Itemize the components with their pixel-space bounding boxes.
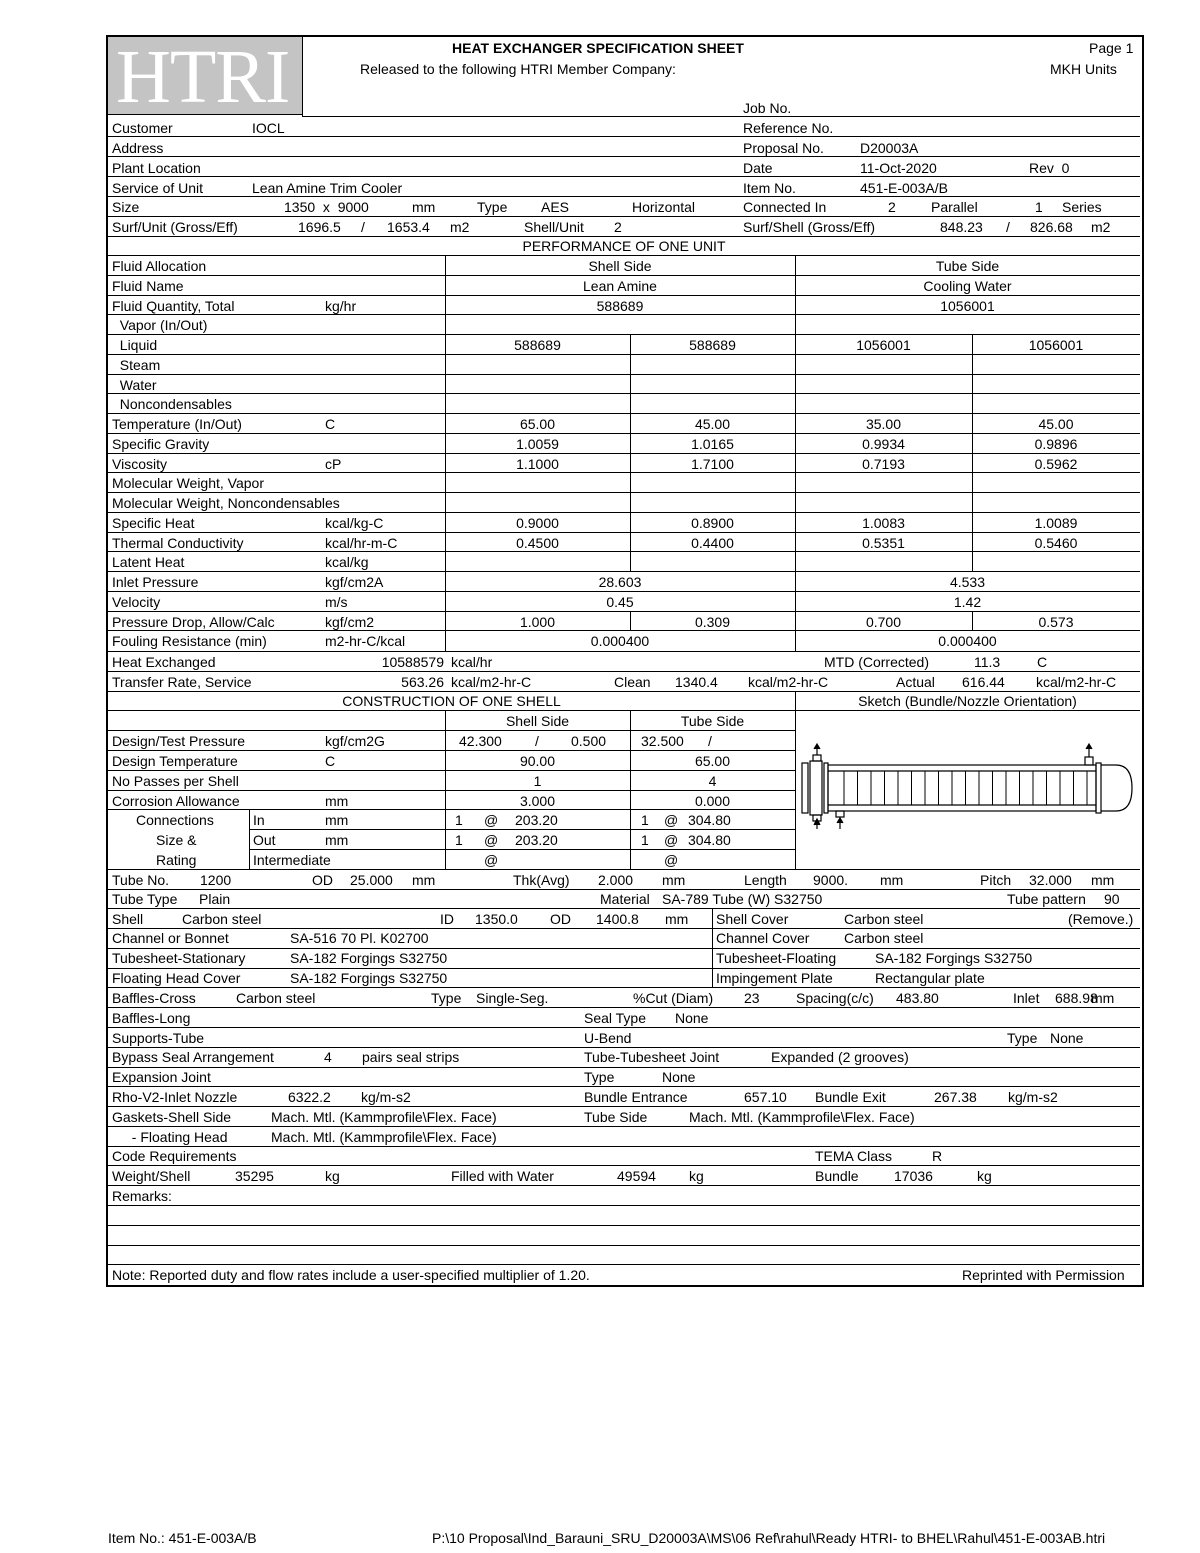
water-weight-unit: kg <box>689 1168 704 1184</box>
shell-out-size: 203.20 <box>515 832 558 848</box>
item-label: Item No. <box>743 180 796 196</box>
tube-pattern-value: 90 <box>1104 891 1120 907</box>
date-value: 11-Oct-2020 <box>860 160 937 176</box>
shell-out-count: 1 <box>455 832 463 848</box>
shell-od-label: OD <box>550 911 571 927</box>
perf-tube-value: Cooling Water <box>923 278 1012 294</box>
shell-in-size: 203.20 <box>515 812 558 828</box>
series-count: 1 <box>1035 199 1043 215</box>
bundle-exit-value: 267.38 <box>934 1089 977 1105</box>
channel-cover-label: Channel Cover <box>716 930 810 946</box>
proposal-label: Proposal No. <box>743 140 824 156</box>
logo-text: HTRI <box>116 35 290 119</box>
transfer-rate-service: 563.26 <box>401 674 444 690</box>
tube-type-label: Tube Type <box>112 891 178 907</box>
bundle-weight-unit: kg <box>977 1168 992 1184</box>
bundle-entrance-value: 657.10 <box>744 1089 787 1105</box>
perf-tube-in: 0.7193 <box>862 456 905 472</box>
passes-shell: 1 <box>533 773 542 789</box>
perf-tube-out: 0.5460 <box>1034 535 1078 551</box>
seal-type-label: Seal Type <box>584 1010 647 1026</box>
actual-unit: kcal/m2-hr-C <box>1036 674 1117 690</box>
design-pressure-slash: / <box>535 733 539 749</box>
mtd-unit: C <box>1037 654 1048 670</box>
perf-tube-out: 0.573 <box>1038 614 1074 630</box>
shell-cover-note: (Remove.) <box>1068 911 1134 927</box>
perf-shell-value: 0.000400 <box>590 633 650 649</box>
perf-row-label: Velocity <box>112 594 161 610</box>
expansion-joint-label: Expansion Joint <box>112 1069 211 1085</box>
test-pressure-shell: 0.500 <box>571 733 607 749</box>
shell-intermediate-at: @ <box>484 852 499 868</box>
perf-tube-value: 1.42 <box>953 594 982 610</box>
perf-row-label: Inlet Pressure <box>112 574 199 590</box>
baffles-spacing-value: 483.80 <box>896 990 939 1006</box>
corrosion-unit: mm <box>325 793 349 809</box>
tube-no-label: Tube No. <box>112 872 170 888</box>
perf-row-unit: kcal/kg-C <box>325 515 384 531</box>
perf-tube-value: 1056001 <box>940 298 995 314</box>
surf-unit-gross: 1696.5 <box>298 219 341 235</box>
nozzle-in-label: In <box>253 812 265 828</box>
tube-out-at: @ <box>664 832 679 848</box>
tube-material-value: SA-789 Tube (W) S32750 <box>662 891 823 907</box>
perf-row-label: Noncondensables <box>112 396 232 412</box>
perf-row-label: Water <box>112 377 157 393</box>
member-company-label: Released to the following HTRI Member Company: <box>360 61 676 77</box>
u-bend-label: U-Bend <box>584 1030 632 1046</box>
shell-body <box>828 765 1096 811</box>
perf-row-unit: kgf/cm2A <box>325 574 384 590</box>
surf-shell-eff: 826.68 <box>1030 219 1073 235</box>
supports-type-value: None <box>1050 1030 1084 1046</box>
baffles-cut-value: 23 <box>744 990 760 1006</box>
floating-head-label: Floating Head Cover <box>112 970 241 986</box>
design-pressure-tube: 32.500 <box>641 733 684 749</box>
note-text: Note: Reported duty and flow rates include a user-specified multiplier of 1.20. <box>112 1267 590 1283</box>
impingement-value: Rectangular plate <box>875 970 985 986</box>
perf-row-label: Thermal Conductivity <box>112 535 244 551</box>
perf-row-label: Fluid Allocation <box>112 258 207 274</box>
gaskets-tube-label: Tube Side <box>584 1109 648 1125</box>
shell-unit-value: 2 <box>614 219 622 235</box>
perf-shell-out: 588689 <box>689 337 736 353</box>
tube-inlet-nozzle <box>813 755 821 761</box>
perf-shell-value: Shell Side <box>588 258 652 274</box>
perf-shell-value: Lean Amine <box>583 278 657 294</box>
tube-in-size: 304.80 <box>688 812 731 828</box>
revision-value: Rev 0 <box>1029 160 1070 176</box>
surf-unit-slash: / <box>361 219 365 235</box>
shell-inlet-nozzle <box>1085 757 1093 765</box>
tube-pitch-label: Pitch <box>980 872 1012 888</box>
surf-shell-unit: m2 <box>1091 219 1111 235</box>
actual-label: Actual <box>896 674 935 690</box>
rating-label: Rating <box>156 852 197 868</box>
tube-length-label: Length <box>744 872 787 888</box>
channel-cover-material: Carbon steel <box>844 930 924 946</box>
perf-row-label: Fluid Quantity, Total <box>112 298 235 314</box>
service-value: Lean Amine Trim Cooler <box>252 180 403 196</box>
design-pressure-shell: 42.300 <box>459 733 502 749</box>
baffles-type-label: Type <box>431 990 462 1006</box>
proposal-value: D20003A <box>860 140 919 156</box>
perf-shell-in: 65.00 <box>519 416 556 432</box>
sketch-title: Sketch (Bundle/Nozzle Orientation) <box>858 693 1077 709</box>
perf-tube-out: 0.5962 <box>1034 456 1078 472</box>
perf-row-label: Latent Heat <box>112 554 185 570</box>
construction-tube-side: Tube Side <box>680 713 745 729</box>
channel-head <box>810 761 822 815</box>
rhov2-inlet-value: 6322.2 <box>288 1089 331 1105</box>
item-value: 451-E-003A/B <box>860 180 948 196</box>
connected-label: Connected In <box>743 199 827 215</box>
tube-od-unit: mm <box>412 872 436 888</box>
perf-row-unit: m/s <box>325 594 348 610</box>
design-temp-label: Design Temperature <box>112 753 238 769</box>
perf-row-label: Steam <box>112 357 161 373</box>
passes-label: No Passes per Shell <box>112 773 239 789</box>
parallel-count: 2 <box>888 199 896 215</box>
perf-row-label: Temperature (In/Out) <box>112 416 242 432</box>
bundle-weight-label: Bundle <box>815 1168 859 1184</box>
channel-material: SA-516 70 Pl. K02700 <box>290 930 429 946</box>
size-unit: mm <box>412 199 436 215</box>
tubesheet-stationary-label: Tubesheet-Stationary <box>112 950 246 966</box>
nozzle-out-label: Out <box>253 832 276 848</box>
perf-shell-in: 1.1000 <box>516 456 559 472</box>
parallel-label: Parallel <box>931 199 978 215</box>
perf-row-unit: m2-hr-C/kcal <box>325 633 406 649</box>
reprint-permission: Reprinted with Permission <box>962 1267 1125 1283</box>
perf-tube-in: 0.700 <box>865 614 902 630</box>
supports-type-label: Type <box>1007 1030 1038 1046</box>
perf-shell-in: 1.000 <box>519 614 556 630</box>
perf-row-unit: kcal/kg <box>325 554 369 570</box>
design-pressure-label: Design/Test Pressure <box>112 733 246 749</box>
seal-type-value: None <box>675 1010 709 1026</box>
series-label: Series <box>1062 199 1102 215</box>
gaskets-shell-value: Mach. Mtl. (Kammprofile\Flex. Face) <box>271 1109 497 1125</box>
tube-thk-value: 2.000 <box>598 872 634 888</box>
baffles-spacing-label: Spacing(c/c) <box>796 990 874 1006</box>
corrosion-shell: 3.000 <box>519 793 556 809</box>
weight-shell-unit: kg <box>325 1168 340 1184</box>
tube-length-value: 9000. <box>813 872 849 888</box>
corrosion-tube: 0.000 <box>694 793 731 809</box>
tubesheet-floating-label: Tubesheet-Floating <box>716 950 837 966</box>
design-temp-shell: 90.00 <box>519 753 556 769</box>
perf-row-label: Liquid <box>112 337 158 353</box>
perf-shell-in: 0.9000 <box>516 515 559 531</box>
construction-title: CONSTRUCTION OF ONE SHELL <box>342 693 561 709</box>
perf-shell-out: 0.309 <box>694 614 731 630</box>
perf-tube-out: 45.00 <box>1038 416 1074 432</box>
bundle-exit-label: Bundle Exit <box>815 1089 886 1105</box>
surf-shell-label: Surf/Shell (Gross/Eff) <box>743 219 876 235</box>
perf-shell-out: 0.4400 <box>691 535 734 551</box>
perf-row-label: Pressure Drop, Allow/Calc <box>112 614 275 630</box>
shell-in-at: @ <box>484 812 499 828</box>
job-no-label: Job No. <box>743 100 792 116</box>
footer-item: Item No.: 451-E-003A/B <box>108 1530 257 1546</box>
tube-in-at: @ <box>664 812 679 828</box>
footer-file-path: P:\10 Proposal\Ind_Barauni_SRU_D20003A\MS\06 Ref\rahul\Ready HTRI- to BHEL\Rahul\451-E-003AB.htri <box>432 1530 1106 1546</box>
surf-unit-label: Surf/Unit (Gross/Eff) <box>112 219 238 235</box>
tube-no-value: 1200 <box>200 872 232 888</box>
service-label: Service of Unit <box>112 180 204 196</box>
perf-row-label: Specific Gravity <box>112 436 210 452</box>
connections-label: Connections <box>136 812 214 828</box>
rhov2-unit: kg/m-s2 <box>361 1089 411 1105</box>
perf-tube-in: 1.0083 <box>862 515 905 531</box>
water-weight-label: Filled with Water <box>451 1168 554 1184</box>
supports-tube-label: Supports-Tube <box>112 1030 205 1046</box>
perf-row-unit: kcal/hr-m-C <box>325 535 398 551</box>
weight-label: Weight/Shell <box>112 1168 191 1184</box>
tube-od-value: 25.000 <box>350 872 393 888</box>
heat-exchanged-value: 10588579 <box>381 654 444 670</box>
tube-joint-value: Expanded (2 grooves) <box>771 1049 909 1065</box>
perf-row-unit: C <box>325 416 336 432</box>
rhov2-label: Rho-V2-Inlet Nozzle <box>112 1089 238 1105</box>
perf-row-unit: cP <box>325 456 342 472</box>
perf-tube-in: 0.9934 <box>862 436 905 452</box>
gaskets-tube-value: Mach. Mtl. (Kammprofile\Flex. Face) <box>689 1109 915 1125</box>
perf-row-label: Specific Heat <box>112 515 195 531</box>
tube-joint-label: Tube-Tubesheet Joint <box>584 1049 720 1065</box>
weight-shell-value: 35295 <box>235 1168 274 1184</box>
shell-label: Shell <box>112 911 144 927</box>
customer-label: Customer <box>112 120 173 136</box>
customer-value: IOCL <box>252 120 285 136</box>
nozzle-in-unit: mm <box>325 812 349 828</box>
perf-tube-value: Tube Side <box>935 258 1000 274</box>
shell-cover-material: Carbon steel <box>844 911 924 927</box>
code-requirements-label: Code Requirements <box>112 1148 237 1164</box>
gaskets-floating-label: - Floating Head <box>124 1129 228 1145</box>
bundle-exit-unit: kg/m-s2 <box>1008 1089 1058 1105</box>
heat-exchanged-label: Heat Exchanged <box>112 654 216 670</box>
baffles-long-label: Baffles-Long <box>112 1010 191 1026</box>
tube-thk-label: Thk(Avg) <box>513 872 570 888</box>
perf-shell-out: 1.0165 <box>691 436 734 452</box>
perf-shell-value: 0.45 <box>606 594 634 610</box>
surf-unit-unit: m2 <box>450 219 470 235</box>
rear-flange <box>1096 763 1101 813</box>
tubesheet-floating-material: SA-182 Forgings S32750 <box>875 950 1033 966</box>
shell-od-value: 1400.8 <box>596 911 639 927</box>
tube-intermediate-at: @ <box>664 852 679 868</box>
perf-tube-out: 1056001 <box>1028 337 1084 353</box>
transfer-rate-unit: kcal/m2-hr-C <box>451 674 532 690</box>
perf-tube-value: 4.533 <box>949 574 986 590</box>
perf-shell-in: 588689 <box>514 337 561 353</box>
passes-tube: 4 <box>708 773 717 789</box>
construction-shell-side: Shell Side <box>505 713 570 729</box>
shell-in-count: 1 <box>455 812 463 828</box>
perf-tube-in: 0.5351 <box>862 535 905 551</box>
baffles-inlet-label: Inlet <box>1013 990 1040 1006</box>
clean-label: Clean <box>614 674 651 690</box>
orientation-value: Horizontal <box>632 199 696 215</box>
design-pressure-tube-slash: / <box>708 733 712 749</box>
perf-shell-value: 588689 <box>596 298 644 314</box>
bundle-weight-value: 17036 <box>894 1168 933 1184</box>
perf-row-unit: kgf/cm2 <box>325 614 375 630</box>
gaskets-floating-value: Mach. Mtl. (Kammprofile\Flex. Face) <box>271 1129 497 1145</box>
surf-shell-gross: 848.23 <box>940 219 983 235</box>
clean-value: 1340.4 <box>675 674 718 690</box>
nozzle-intermediate-label: Intermediate <box>253 852 331 868</box>
mtd-value: 11.3 <box>974 654 1001 670</box>
bypass-seal-value: 4 <box>324 1049 332 1065</box>
mtd-label: MTD (Corrected) <box>824 654 930 670</box>
perf-tube-value: 0.000400 <box>938 633 997 649</box>
floating-head-cover <box>1101 765 1132 811</box>
baffles-cross-material: Carbon steel <box>236 990 316 1006</box>
perf-shell-in: 1.0059 <box>516 436 559 452</box>
perf-shell-out: 45.00 <box>694 416 731 432</box>
perf-row-label: Fouling Resistance (min) <box>112 633 267 649</box>
gaskets-shell-label: Gaskets-Shell Side <box>112 1109 232 1125</box>
shell-dim-unit: mm <box>665 911 689 927</box>
bundle-entrance-label: Bundle Entrance <box>584 1089 688 1105</box>
tube-type-value: Plain <box>199 891 231 907</box>
date-label: Date <box>743 160 773 176</box>
type-label: Type <box>477 199 508 215</box>
surf-shell-slash: / <box>1006 219 1010 235</box>
nozzle-out-unit: mm <box>325 832 349 848</box>
tube-thk-unit: mm <box>662 872 686 888</box>
water-weight-value: 49594 <box>617 1168 656 1184</box>
size-and-label: Size & <box>156 832 197 848</box>
perf-shell-out: 0.8900 <box>691 515 734 531</box>
actual-value: 616.44 <box>962 674 1005 690</box>
tube-in-count: 1 <box>641 812 649 828</box>
page-number: Page 1 <box>1089 40 1134 56</box>
perf-row-label: Viscosity <box>112 456 167 472</box>
design-pressure-unit: kgf/cm2G <box>325 733 385 749</box>
perf-row-label: Fluid Name <box>112 278 184 294</box>
sheet-title: HEAT EXCHANGER SPECIFICATION SHEET <box>452 40 744 56</box>
perf-row-label: Vapor (In/Out) <box>112 317 208 333</box>
channel-flange-left <box>802 763 808 813</box>
perf-tube-in: 35.00 <box>865 416 902 432</box>
tube-pitch-value: 32.000 <box>1029 872 1072 888</box>
transfer-rate-label: Transfer Rate, Service <box>112 674 252 690</box>
corrosion-label: Corrosion Allowance <box>112 793 240 809</box>
performance-title: PERFORMANCE OF ONE UNIT <box>522 238 726 254</box>
shell-id-label: ID <box>440 911 454 927</box>
size-label: Size <box>112 199 140 215</box>
tema-class-label: TEMA Class <box>815 1148 893 1164</box>
expansion-type-label: Type <box>584 1069 615 1085</box>
baffles-inlet-unit: mm <box>1091 990 1115 1006</box>
tubesheet-stationary-material: SA-182 Forgings S32750 <box>290 950 448 966</box>
remarks-label: Remarks: <box>112 1188 172 1204</box>
baffles-inlet-value: 688.98 <box>1055 990 1098 1006</box>
baffles-cross-label: Baffles-Cross <box>112 990 196 1006</box>
perf-tube-in: 1056001 <box>856 337 911 353</box>
perf-row-unit: kg/hr <box>325 298 357 314</box>
size-value: 1350 x 9000 <box>284 199 369 215</box>
shell-unit-label: Shell/Unit <box>524 219 584 235</box>
tube-out-size: 304.80 <box>688 832 731 848</box>
design-temp-tube: 65.00 <box>694 753 731 769</box>
design-temp-unit: C <box>325 753 336 769</box>
perf-row-label: Molecular Weight, Vapor <box>112 475 264 491</box>
perf-tube-out: 0.9896 <box>1034 436 1078 452</box>
shell-outlet-nozzle <box>836 811 844 817</box>
perf-row-label: Molecular Weight, Noncondensables <box>112 495 340 511</box>
units-label: MKH Units <box>1050 61 1117 77</box>
baffles-cut-label: %Cut (Diam) <box>633 990 714 1006</box>
tube-pattern-label: Tube pattern <box>1007 891 1086 907</box>
tube-pitch-unit: mm <box>1091 872 1115 888</box>
heat-exchanged-unit: kcal/hr <box>451 654 493 670</box>
baffles-type-value: Single-Seg. <box>476 990 549 1006</box>
type-value: AES <box>541 199 570 215</box>
shell-material: Carbon steel <box>182 911 262 927</box>
shell-out-at: @ <box>484 832 499 848</box>
shell-cover-label: Shell Cover <box>716 911 789 927</box>
tema-class-value: R <box>932 1148 943 1164</box>
tube-material-label: Material <box>600 891 650 907</box>
perf-shell-value: 28.603 <box>598 574 642 590</box>
bundle-sketch <box>798 741 1138 831</box>
perf-tube-out: 1.0089 <box>1034 515 1078 531</box>
clean-unit: kcal/m2-hr-C <box>748 674 829 690</box>
perf-shell-in: 0.4500 <box>516 535 559 551</box>
bypass-seal-unit: pairs seal strips <box>362 1049 460 1065</box>
impingement-label: Impingement Plate <box>716 970 833 986</box>
surf-unit-eff: 1653.4 <box>387 219 430 235</box>
tube-out-count: 1 <box>641 832 649 848</box>
channel-label: Channel or Bonnet <box>112 930 229 946</box>
tube-length-unit: mm <box>880 872 904 888</box>
expansion-type-value: None <box>662 1069 696 1085</box>
perf-shell-out: 1.7100 <box>691 456 734 472</box>
floating-head-material: SA-182 Forgings S32750 <box>290 970 448 986</box>
htri-logo <box>108 35 303 119</box>
bypass-seal-label: Bypass Seal Arrangement <box>112 1049 274 1065</box>
reference-label: Reference No. <box>743 120 834 136</box>
plant-label: Plant Location <box>112 160 201 176</box>
address-label: Address <box>112 140 164 156</box>
tube-od-label: OD <box>312 872 333 888</box>
shell-id-value: 1350.0 <box>475 911 518 927</box>
